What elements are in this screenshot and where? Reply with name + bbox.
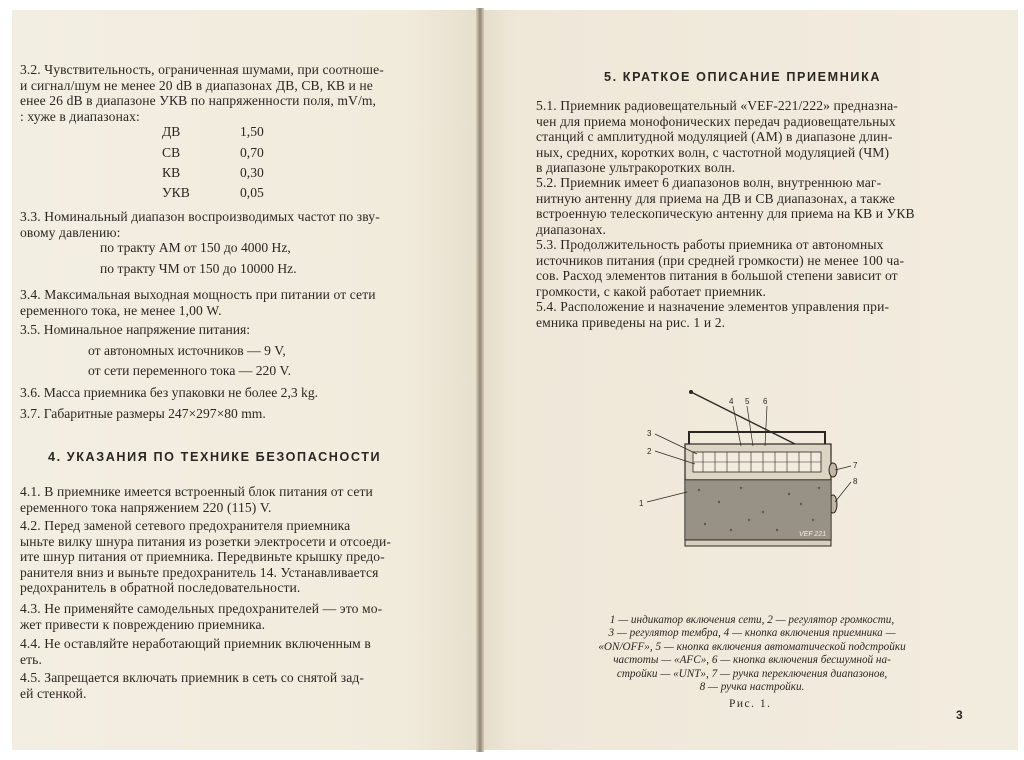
section-4-heading: 4. УКАЗАНИЯ ПО ТЕХНИКЕ БЕЗОПАСНОСТИ: [48, 450, 382, 464]
sensitivity-row: [162, 142, 264, 162]
paragraph-3-2: 3.2. Чувствительность, ограниченная шумами, при соотноше- и сигнал/шум не менее 20 dB в диапазонах ДВ, СВ, КВ и не енее 26 dB в диапазоне УКВ по напряженности поля, mV/m, : хуже в диапазонах:: [20, 62, 384, 124]
figure-caption: 1 — индикатор включения сети, 2 — регулятор громкости, 3 — регулятор тембра, 4 — кнопка включения приемника — «ON/OFF», 5 — кнопка включения автоматической подстройки частоты — «AFC», 6 — кнопка включения бесшумной на- стройки — «UNT», 7 — ручка переключения диапазонов, 8 — ручка настройки.: [598, 614, 906, 694]
sensitivity-row: [162, 183, 264, 203]
band-name: КВ: [162, 164, 181, 180]
callout-2: 2: [647, 447, 652, 456]
paragraph-3-7: 3.7. Габаритные размеры 247×297×80 mm.: [20, 406, 266, 421]
sensitivity-value: 0,70: [240, 144, 264, 160]
band-name: ДВ: [162, 124, 181, 140]
sensitivity-row: [162, 122, 264, 142]
paragraph-5-2: 5.2. Приемник имеет 6 диапазонов волн, внутреннюю маг- нитную антенну для приема на ДВ и СВ диапазонах, а также встроенную телескопическую антенну для приема на КВ и УКВ диапазонах.: [536, 175, 915, 237]
radio-brand-label: VEF 221: [799, 531, 827, 538]
paragraph-5-1: 5.1. Приемник радиовещательный «VEF-221/222» предназна- чен для приема монофонических передач радиовещательных станций с амплитудной модуляцией (АМ) в диапазоне длин- ных, средних, коротких волн, с частотной модуляцией (ЧМ) в диапазоне ультракоротких волн.: [536, 98, 898, 176]
section-5-heading: 5. КРАТКОЕ ОПИСАНИЕ ПРИЕМНИКА: [604, 70, 882, 84]
frequency-range-fm: по тракту ЧМ от 150 до 10000 Hz.: [100, 261, 297, 276]
callout-6: 6: [763, 397, 768, 406]
sensitivity-value: 0,30: [240, 164, 264, 180]
paragraph-5-4: 5.4. Расположение и назначение элементов управления при- емника приведены на рис. 1 и 2.: [536, 299, 890, 330]
callout-5: 5: [745, 397, 750, 406]
callout-4: 4: [729, 397, 734, 406]
paragraph-4-3: 4.3. Не применяйте самодельных предохранителей — это мо- жет привести к повреждению приемника.: [20, 601, 383, 632]
sensitivity-value: 1,50: [240, 124, 264, 140]
paragraph-4-4: 4.4. Не оставляйте неработающий приемник включенным в еть.: [20, 636, 371, 667]
left-page: [12, 10, 476, 750]
band-name: СВ: [162, 144, 181, 160]
callout-3: 3: [647, 429, 652, 438]
voltage-mains: от сети переменного тока — 220 V.: [88, 363, 291, 378]
paragraph-3-5: 3.5. Номинальное напряжение питания:: [20, 322, 251, 337]
sensitivity-table: [162, 122, 264, 204]
paragraph-3-3: 3.3. Номинальный диапазон воспроизводимых частот по зву- овому давлению:: [20, 209, 380, 240]
callout-8: 8: [853, 477, 858, 486]
callout-1: 1: [639, 499, 644, 508]
book-gutter: [476, 8, 484, 752]
paragraph-3-4: 3.4. Максимальная выходная мощность при питании от сети еременного тока, не менее 1,00 W.: [20, 287, 376, 318]
paragraph-3-6: 3.6. Масса приемника без упаковки не более 2,3 kg.: [20, 385, 319, 400]
sensitivity-value: 0,05: [240, 185, 264, 201]
page-number: 3: [956, 708, 963, 722]
paragraph-4-5: 4.5. Запрещается включать приемник в сеть со снятой зад- ей стенкой.: [20, 670, 364, 701]
callout-7: 7: [853, 461, 858, 470]
figure-label: Рис. 1.: [729, 698, 772, 710]
sensitivity-row: [162, 163, 264, 183]
voltage-battery: от автономных источников — 9 V,: [88, 343, 286, 358]
band-name: УКВ: [162, 185, 190, 201]
paragraph-4-1: 4.1. В приемнике имеется встроенный блок питания от сети еременного тока напряжением 220 (115) V.: [20, 484, 373, 515]
right-page: [484, 10, 1018, 750]
frequency-range-am: по тракту АМ от 150 до 4000 Hz,: [100, 240, 291, 255]
paragraph-5-3: 5.3. Продолжительность работы приемника от автономных источников питания (при средней громкости) не менее 100 ча- сов. Расход элементов питания в большой степени зависит от громкости, с какой работает приемник.: [536, 237, 905, 299]
paragraph-4-2: 4.2. Перед заменой сетевого предохранителя приемника ыньте вилку шнура питания из розетки электросети и отсоеди- ите шнур питания от приемника. Передвиньте крышку предо- ранителя вниз и выньте предохранитель 14. Устанавливается редохранитель в обратной последовательности.: [20, 518, 392, 596]
radio-illustration: [629, 384, 869, 554]
